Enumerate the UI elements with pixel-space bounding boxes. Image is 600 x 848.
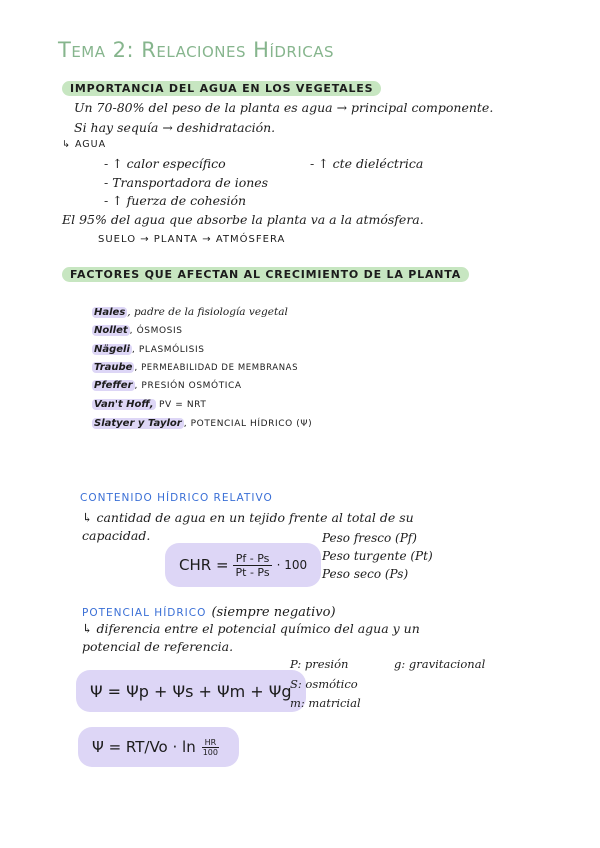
- legend-item: S: osmótico: [290, 677, 358, 691]
- section-heading-importancia: IMPORTANCIA DEL AGUA EN LOS VEGETALES: [62, 81, 381, 96]
- flow-line: SUELO → PLANTA → ATMÓSFERA: [98, 234, 286, 245]
- scientist-row: [92, 344, 205, 355]
- scientist-desc: , POTENCIAL HÍDRICO (Ψ): [183, 419, 313, 429]
- formula-denominator: Pt - Ps: [235, 565, 270, 579]
- formula2-main: Ψ = RT/Vo · ln: [92, 738, 196, 756]
- section-heading-chr: CONTENIDO HÍDRICO RELATIVO: [80, 492, 273, 504]
- legend-item: m: matricial: [290, 696, 361, 710]
- scientist-desc: , PLASMÓLISIS: [131, 345, 205, 355]
- property-item: - ↑ calor específico: [104, 156, 226, 171]
- scientist-row: [92, 418, 312, 429]
- section4-header: [82, 601, 336, 620]
- text-line: Si hay sequía → deshidratación.: [74, 120, 276, 135]
- psi-rt-formula: [78, 727, 239, 767]
- agua-label: ↳ AGUA: [62, 139, 107, 150]
- legend-item: Peso seco (Ps): [322, 567, 409, 581]
- scientist-desc: , PRESIÓN OSMÓTICA: [134, 381, 242, 391]
- scientist-name: Van't Hoff,: [94, 399, 154, 410]
- scientist-desc: , padre de la fisiología vegetal: [127, 306, 288, 318]
- scientist-name: Nägeli: [94, 344, 130, 355]
- page-title: Tema 2: Relaciones Hídricas: [58, 38, 335, 62]
- legend-item: P: presión: [290, 657, 349, 671]
- formula-lhs: CHR =: [179, 556, 229, 574]
- property-item: - ↑ fuerza de cohesión: [104, 193, 247, 208]
- chr-formula: [165, 543, 321, 587]
- legend-item: g: gravitacional: [394, 657, 486, 671]
- property-item: - ↑ cte dieléctrica: [310, 156, 424, 171]
- definition-line: ↳ cantidad de agua en un tejido frente al total de su: [82, 510, 414, 525]
- formula2-denominator: 100: [202, 747, 218, 757]
- scientist-desc: , ÓSMOSIS: [129, 326, 183, 336]
- formula-fraction: [233, 552, 273, 579]
- formula2-numerator: HR: [202, 738, 220, 748]
- section-heading-factores: FACTORES QUE AFECTAN AL CRECIMIENTO DE LA PLANTA: [62, 267, 469, 282]
- psi-formula: Ψ = Ψp + Ψs + Ψm + Ψg: [76, 670, 306, 712]
- scientist-desc: , PERMEABILIDAD DE MEMBRANAS: [134, 363, 299, 373]
- definition-line: potencial de referencia.: [82, 639, 234, 654]
- text-line: El 95% del agua que absorbe la planta va a la atmósfera.: [62, 212, 424, 227]
- scientist-row: [92, 325, 183, 336]
- scientist-name: Nollet: [94, 325, 128, 336]
- scientist-name: Pfeffer: [94, 380, 133, 391]
- scientist-desc: PV = NRT: [155, 400, 207, 410]
- section-heading-potencial: POTENCIAL HÍDRICO: [82, 607, 207, 619]
- heading-note: (siempre negativo): [211, 605, 336, 620]
- definition-line: capacidad.: [82, 528, 151, 543]
- scientist-row: [92, 306, 288, 318]
- definition-line: ↳ diferencia entre el potencial químico del agua y un: [82, 621, 420, 636]
- formula-numerator: Pf - Ps: [233, 552, 273, 566]
- scientist-name: Traube: [94, 362, 133, 373]
- scientist-name: Slatyer y Taylor: [94, 418, 182, 429]
- formula-tail: · 100: [276, 558, 308, 572]
- property-item: - Transportadora de iones: [104, 175, 269, 190]
- scientist-row: [92, 399, 206, 410]
- scientist-name: Hales: [94, 307, 126, 318]
- legend-item: Peso turgente (Pt): [322, 549, 433, 563]
- scientist-row: [92, 380, 242, 391]
- scientist-row: [92, 362, 298, 373]
- formula2-fraction: [200, 738, 221, 757]
- legend-item: Peso fresco (Pf): [322, 531, 417, 545]
- text-line: Un 70-80% del peso de la planta es agua → principal componente.: [74, 100, 494, 115]
